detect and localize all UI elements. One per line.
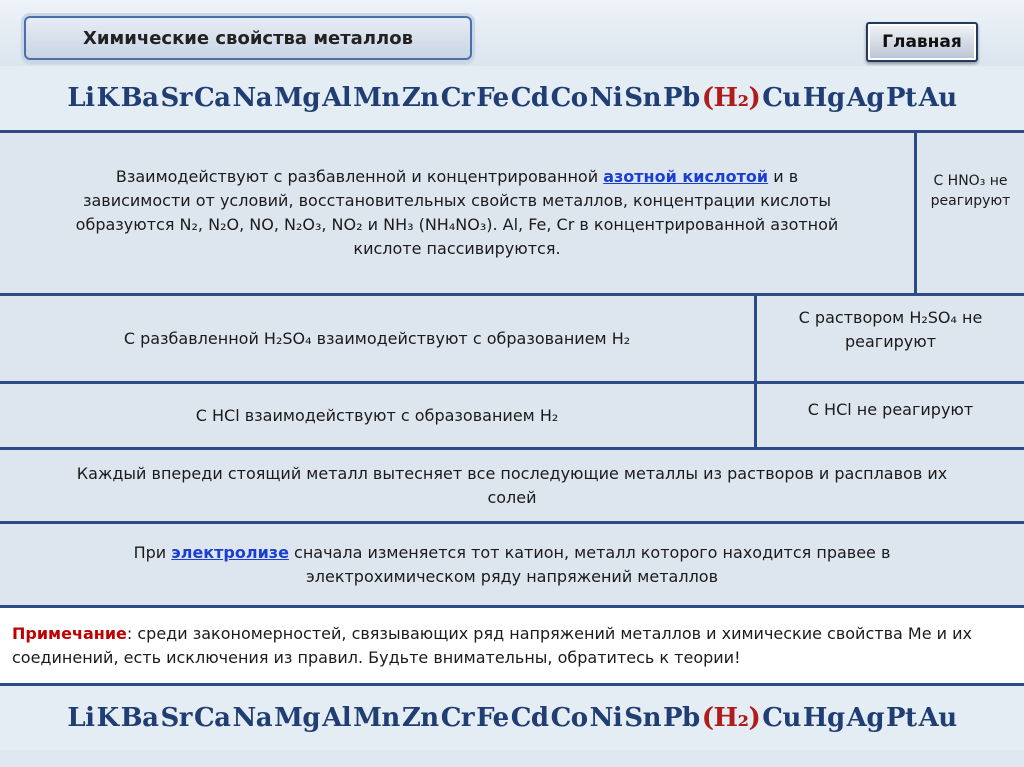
nitric-acid-link[interactable]: азотной кислотой xyxy=(603,167,769,186)
series-element: Au xyxy=(918,83,957,113)
activity-series-top xyxy=(0,66,1024,130)
series-element: Cu xyxy=(762,703,801,733)
series-element: Cr xyxy=(440,703,475,733)
series-element: Ni xyxy=(589,83,623,113)
row-hcl xyxy=(0,381,1024,447)
series-element: Ba xyxy=(120,83,159,113)
series-element: Sn xyxy=(624,703,661,733)
series-element: Na xyxy=(232,703,273,733)
note-label: Примечание xyxy=(12,623,127,643)
series-element: Co xyxy=(550,83,588,113)
series-element: Li xyxy=(67,703,95,733)
series-element: Cr xyxy=(440,83,475,113)
activity-series-bottom xyxy=(0,686,1024,750)
series-element: Pb xyxy=(662,703,700,733)
row-electrolysis xyxy=(0,521,1024,605)
nitric-text-start: Взаимодействуют с разбавленной и концентрированной xyxy=(115,167,604,186)
series-element-hydrogen: (H₂) xyxy=(701,83,761,113)
series-element: Ni xyxy=(589,703,623,733)
series-element: Sr xyxy=(160,703,192,733)
sulfuric-acid-text-content: С разбавленной H₂SO₄ взаимодействуют с образованием H₂ xyxy=(123,328,631,348)
sulfuric-acid-no-reaction-text: С раствором H₂SO₄ не реагируют xyxy=(798,308,983,351)
series-element: Ba xyxy=(120,703,159,733)
row-sulfuric-acid xyxy=(0,293,1024,381)
series-element: Fe xyxy=(476,703,509,733)
hcl-no-reaction xyxy=(754,384,1024,447)
series-element: Pb xyxy=(662,83,700,113)
series-element: Pt xyxy=(886,703,917,733)
series-element: Cd xyxy=(510,703,549,733)
series-element: Pt xyxy=(886,83,917,113)
series-element: Al xyxy=(322,83,352,113)
series-element: Li xyxy=(67,83,95,113)
hcl-text-content: С HCl взаимодействуют с образованием H₂ xyxy=(195,405,559,425)
series-element: Ca xyxy=(193,703,231,733)
nitric-acid-no-reaction xyxy=(914,133,1024,293)
sulfuric-acid-no-reaction xyxy=(754,296,1024,381)
series-element: Sr xyxy=(160,83,192,113)
row-nitric-acid xyxy=(0,130,1024,293)
nitric-acid-no-reaction-text: С HNO₃ не реагируют xyxy=(930,173,1011,209)
series-element: Zn xyxy=(401,83,439,113)
series-element: Mn xyxy=(353,703,400,733)
series-element: Mg xyxy=(274,83,321,113)
series-element: Mn xyxy=(353,83,400,113)
note-text xyxy=(0,608,1024,683)
series-element-hydrogen: (H₂) xyxy=(701,703,761,733)
series-element: Cd xyxy=(510,83,549,113)
series-element: Ag xyxy=(846,83,884,113)
electrolysis-text-start: При xyxy=(133,542,172,562)
series-element: Au xyxy=(918,703,957,733)
series-element: K xyxy=(96,703,119,733)
series-element: Sn xyxy=(624,83,661,113)
series-element: Na xyxy=(232,83,273,113)
series-element: Ag xyxy=(846,703,884,733)
displacement-text-content: Каждый впереди стоящий металл вытесняет все последующие металлы из растворов и расплавов их солей xyxy=(76,463,948,507)
electrolysis-link[interactable]: электролизе xyxy=(171,542,289,562)
electrolysis-text xyxy=(0,524,1024,605)
series-element: Zn xyxy=(401,703,439,733)
series-element: Mg xyxy=(274,703,321,733)
series-element: Hg xyxy=(802,83,845,113)
series-element: Cu xyxy=(762,83,801,113)
page-title xyxy=(24,16,472,60)
series-element: Hg xyxy=(802,703,845,733)
nitric-text-end: и в зависимости от условий, восстановительных свойств металлов, концентрации кислоты образуются N₂, N₂O, NO, N₂O₃, NO₂ и NH₃ (NH₄NO₃). Al, Fe, Cr в концентрированной азотной кислоте пассивируются. xyxy=(75,167,839,258)
series-element: Co xyxy=(550,703,588,733)
home-button[interactable] xyxy=(866,22,978,62)
hcl-text xyxy=(0,384,754,447)
series-element: Al xyxy=(322,703,352,733)
row-displacement xyxy=(0,447,1024,521)
page-title-text: Химические свойства металлов xyxy=(83,27,413,49)
nitric-acid-text xyxy=(0,133,914,293)
electrolysis-text-end: сначала изменяется тот катион, металл которого находится правее в электрохимическом ряду напряжений металлов xyxy=(288,542,891,586)
series-element: Fe xyxy=(476,83,509,113)
series-element: Ca xyxy=(193,83,231,113)
note-text-content: : среди закономерностей, связывающих ряд напряжений металлов и химические свойства Me и их соединений, есть исключения из правил. Будьте внимательны, обратитесь к теории! xyxy=(12,623,972,667)
hcl-no-reaction-text: С HCl не реагируют xyxy=(807,400,974,419)
home-button-label: Главная xyxy=(882,32,962,52)
sulfuric-acid-text xyxy=(0,296,754,381)
row-note xyxy=(0,605,1024,683)
series-element: K xyxy=(96,83,119,113)
displacement-text xyxy=(0,450,1024,521)
